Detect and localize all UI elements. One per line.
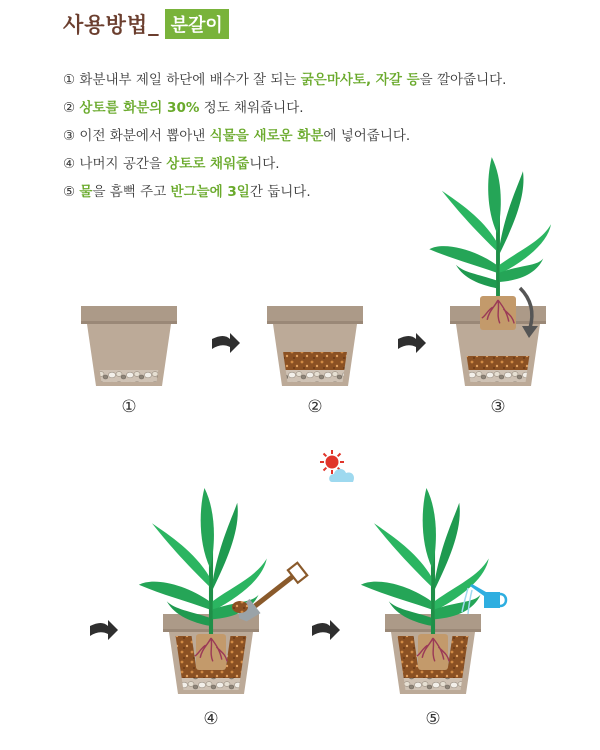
step-highlight: 상토로 채워줍 bbox=[166, 156, 250, 172]
step-highlight: 굵은마사토, 자갈 등 bbox=[300, 72, 420, 88]
step-text: 간 둡니다. bbox=[249, 184, 311, 200]
figure-label: ④ bbox=[203, 709, 219, 729]
step-highlight: 반그늘에 3일 bbox=[170, 184, 250, 200]
sun-ray bbox=[324, 454, 327, 457]
next-arrow-icon bbox=[398, 333, 426, 353]
pebble-layer bbox=[182, 678, 241, 690]
sun-cloud-icon bbox=[320, 450, 354, 482]
sun-ray bbox=[324, 468, 327, 471]
next-arrow-icon bbox=[312, 620, 340, 640]
title-separator: _ bbox=[148, 12, 159, 36]
sun-ray bbox=[338, 454, 341, 457]
step-text: 을 깔아줍니다. bbox=[419, 72, 507, 88]
pebble-layer bbox=[100, 370, 159, 382]
step-text: 을 흠뻑 주고 bbox=[92, 184, 171, 200]
step-text: 화분내부 제일 하단에 배수가 잘 되는 bbox=[75, 72, 301, 88]
pot-rim-shadow bbox=[267, 321, 363, 324]
arrow-shape bbox=[90, 620, 118, 640]
can-spout bbox=[470, 584, 486, 596]
title-tag: 분갈이 bbox=[165, 9, 229, 39]
arrow-shape bbox=[312, 620, 340, 640]
soil-scoop bbox=[232, 601, 248, 613]
shovel-icon bbox=[234, 562, 308, 625]
step-number: ⑤ bbox=[63, 184, 76, 200]
watering-can-icon bbox=[462, 584, 506, 614]
pebble-layer bbox=[469, 370, 528, 382]
step-number: ④ bbox=[63, 156, 76, 172]
arrow-shape bbox=[398, 333, 426, 353]
can-handle bbox=[500, 594, 506, 606]
step-text: 나머지 공간을 bbox=[75, 156, 167, 172]
plant-icon bbox=[429, 157, 551, 296]
step-highlight: 물 bbox=[79, 184, 93, 200]
step-text: 정도 채워줍니다. bbox=[199, 100, 304, 116]
figure-label: ⑤ bbox=[425, 709, 441, 729]
pebble-layer bbox=[286, 370, 345, 382]
sun bbox=[326, 456, 339, 469]
figure-label: ③ bbox=[490, 397, 506, 417]
step-number: ② bbox=[63, 100, 76, 116]
step-text: 에 넣어줍니다. bbox=[323, 128, 411, 144]
pot-rim-shadow bbox=[81, 321, 177, 324]
step-number: ① bbox=[63, 72, 76, 88]
plant-group bbox=[429, 157, 551, 330]
step-highlight: 상토를 화분의 30% bbox=[79, 100, 200, 116]
flower-pot bbox=[81, 306, 177, 386]
soil-layer bbox=[283, 352, 347, 370]
step-highlight: 식물을 새로운 화분 bbox=[209, 128, 324, 144]
soil-layer bbox=[467, 356, 530, 370]
figure-label: ② bbox=[307, 397, 323, 417]
plant-icon bbox=[361, 488, 489, 634]
flower-pot bbox=[267, 306, 363, 386]
step-text: 이전 화분에서 뽑아낸 bbox=[75, 128, 210, 144]
next-arrow-icon bbox=[212, 333, 240, 353]
page-title: 사용방법 bbox=[63, 13, 149, 37]
pebble-layer bbox=[404, 678, 463, 690]
figure-label: ① bbox=[121, 397, 137, 417]
can-body bbox=[484, 592, 500, 608]
arrow-shape bbox=[212, 333, 240, 353]
step-text: 니다. bbox=[249, 156, 280, 172]
shovel-handle bbox=[253, 574, 294, 607]
step-number: ③ bbox=[63, 128, 76, 144]
next-arrow-icon bbox=[90, 620, 118, 640]
